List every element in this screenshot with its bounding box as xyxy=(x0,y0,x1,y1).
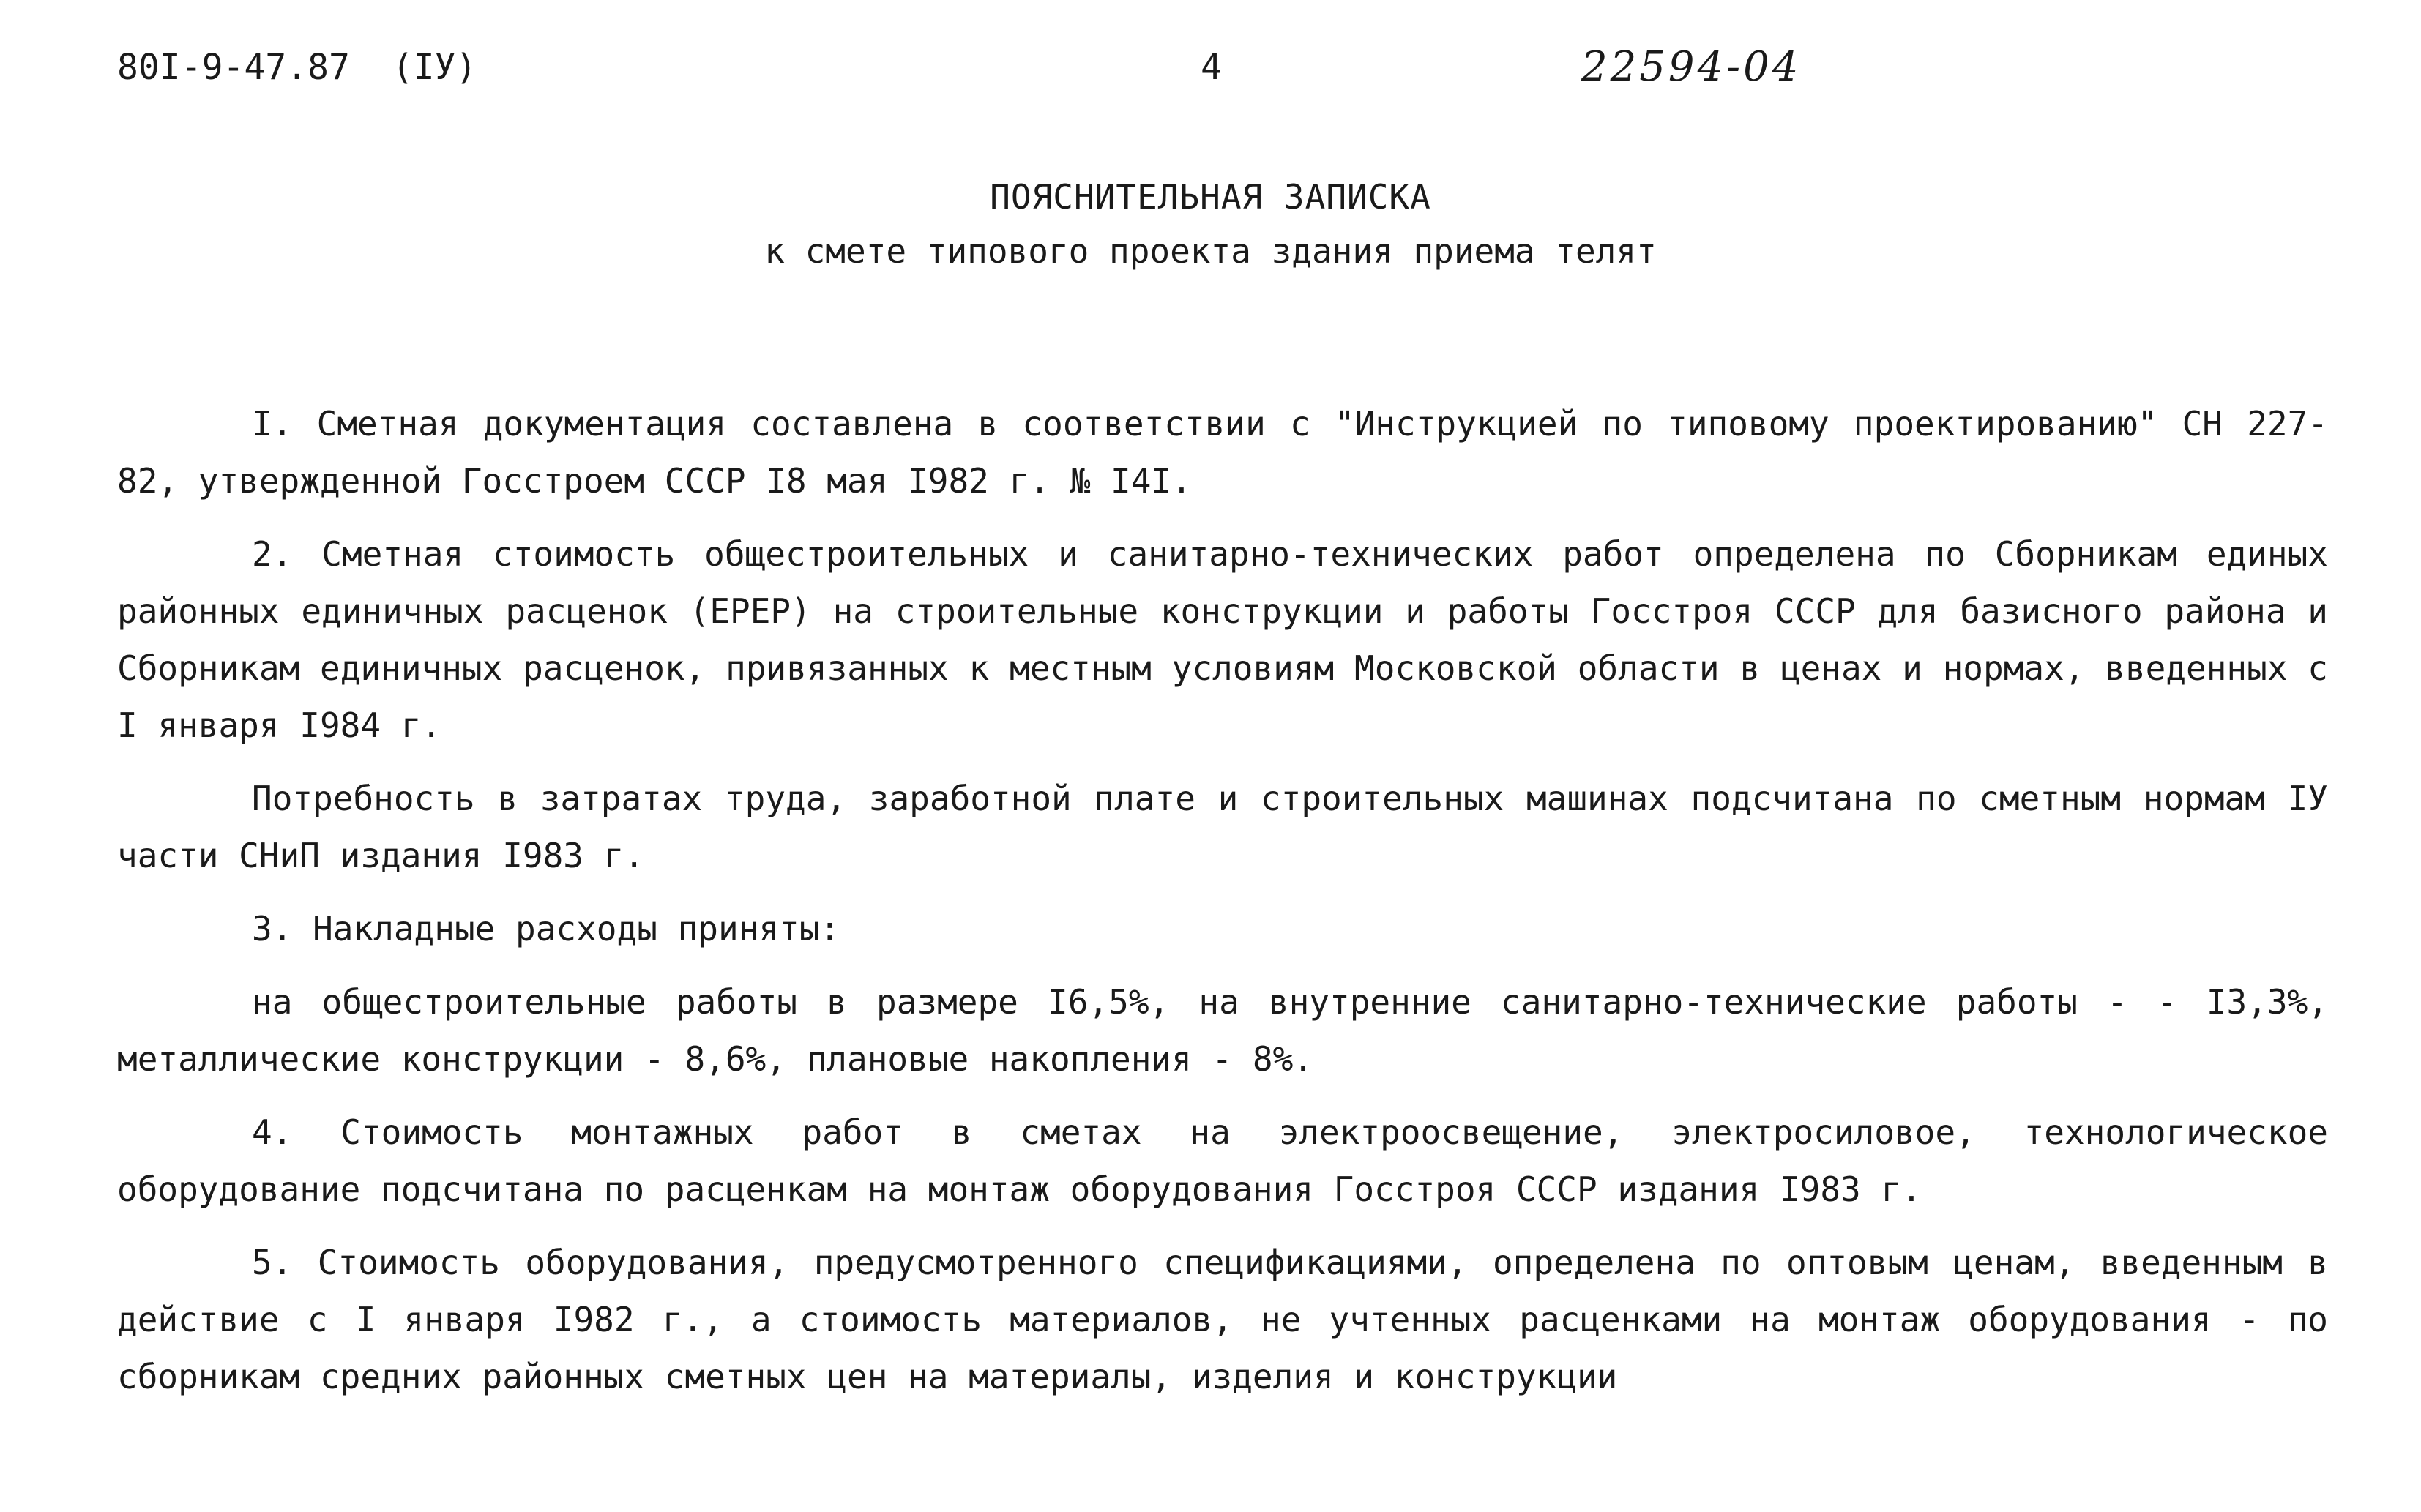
paragraph-3-rates: на общестроительные работы в размере I6,5%, на внутренние санитарно-технические работы - - I3,3%, металлические конструкции - 8,6%, плановые накопления - 8%. xyxy=(117,982,2328,1079)
paragraph-2: 2. Сметная стоимость общестроительных и санитарно-технических работ определена по Сборникам единых районных единичных расценок (ЕРЕР) на строительные конструкции и работы Госстроя СССР для базисного района и Сборникам единичных расценок, привязанных к местным условиям Московской области в ценах и нормах, введенных с I января I984 г. xyxy=(117,534,2328,745)
page-number: 4 xyxy=(1201,47,1222,88)
paragraph-5: 5. Стоимость оборудования, предусмотренного спецификациями, определена по оптовым ценам, введенным в действие с I января I982 г., а стоимость материалов, не учтенных расценками на монтаж оборудования - по сборникам средних районных сметных цен на материалы, изделия и конструкции xyxy=(117,1243,2328,1396)
paragraph-1: I. Сметная документация составлена в соответствии с "Инструкцией по типовому проектированию" СН 227-82, утвержденной Госстроем СССР I8 мая I982 г. № I4I. xyxy=(117,404,2328,501)
document-title: ПОЯСНИТЕЛЬНАЯ ЗАПИСКА xyxy=(990,177,1431,217)
paragraph-3: 3. Накладные расходы приняты: xyxy=(252,909,840,948)
handwritten-registration-number: 22594-04 xyxy=(1581,43,1802,91)
paragraph-4: 4. Стоимость монтажных работ в сметах на электроосвещение, электросиловое, технологическое оборудование подсчитана по расценкам на монтаж оборудования Госстроя СССР издания I983 г. xyxy=(117,1112,2328,1209)
document-subtitle: к смете типового проекта здания приема телят xyxy=(764,231,1657,271)
paragraph-2-labor: Потребность в затратах труда, заработной плате и строительных машинах подсчитана по сметным нормам IУ части СНиП издания I983 г. xyxy=(117,779,2328,875)
document-body xyxy=(117,395,2328,1421)
document-code: 80I-9-47.87 (IУ) xyxy=(117,47,477,88)
